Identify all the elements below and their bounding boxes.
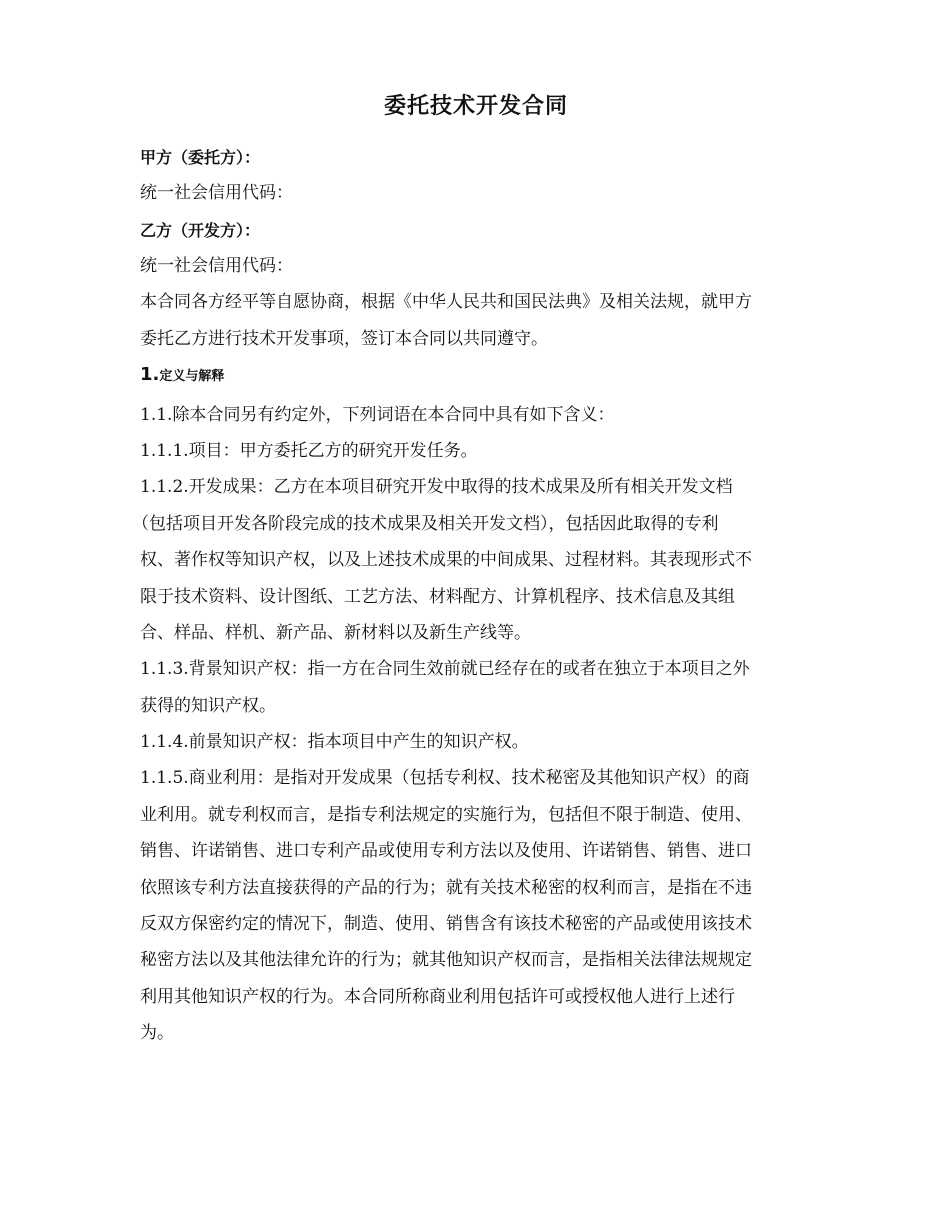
preamble-line-1: 本合同各方经平等自愿协商，根据《中华人民共和国民法典》及相关法规，就甲方 bbox=[140, 292, 752, 312]
clause-1-1-1: 1.1.1.项目：甲方委托乙方的研究开发任务。 bbox=[140, 441, 478, 461]
section-1-label: 定义与解释 bbox=[159, 369, 225, 384]
clause-1-1-2-line-3: 权、著作权等知识产权，以及上述技术成果的中间成果、过程材料。其表现形式不 bbox=[140, 550, 752, 570]
party-a-credit-code: 统一社会信用代码： bbox=[140, 183, 293, 203]
clause-1-1-5-line-7: 利用其他知识产权的行为。本合同所称商业利用包括许可或授权他人进行上述行 bbox=[140, 987, 735, 1007]
clause-1-1-2-line-2: （包括项目开发各阶段完成的技术成果及相关开发文档），包括因此取得的专利 bbox=[132, 514, 719, 534]
preamble-line-2: 委托乙方进行技术开发事项，签订本合同以共同遵守。 bbox=[140, 329, 548, 349]
clause-1-1-2-line-4: 限于技术资料、设计图纸、工艺方法、材料配方、计算机程序、技术信息及其组 bbox=[140, 587, 735, 607]
document-title: 委托技术开发合同 bbox=[383, 94, 568, 119]
clause-1-1-5-line-2: 业利用。就专利权而言，是指专利法规定的实施行为，包括但不限于制造、使用、 bbox=[140, 805, 752, 825]
section-1-heading bbox=[140, 356, 812, 395]
clause-1-1-5-line-6: 秘密方法以及其他法律允许的行为；就其他知识产权而言，是指相关法律法规规定 bbox=[140, 950, 752, 970]
clause-1-1-2-line-5: 合、样品、样机、新产品、新材料以及新生产线等。 bbox=[140, 623, 531, 643]
clause-1-1-3-line-1: 1.1.3.背景知识产权：指一方在合同生效前就已经存在的或者在独立于本项目之外 bbox=[140, 659, 750, 679]
party-b-credit-code: 统一社会信用代码： bbox=[140, 256, 293, 276]
clause-1-1-5-line-5: 反双方保密约定的情况下，制造、使用、销售含有该技术秘密的产品或使用该技术 bbox=[140, 914, 752, 934]
clause-1-1-2-line-1: 1.1.2.开发成果：乙方在本项目研究开发中取得的技术成果及所有相关开发文档 bbox=[140, 477, 733, 497]
clause-1-1-5-line-4: 依照该专利方法直接获得的产品的行为；就有关技术秘密的权利而言，是指在不违 bbox=[140, 878, 752, 898]
clause-1-1-5-line-8: 为。 bbox=[140, 1023, 174, 1043]
party-b-label: 乙方（开发方）： bbox=[140, 221, 261, 240]
clause-1-1-5-line-3: 销售、许诺销售、进口专利产品或使用专利方法以及使用、许诺销售、销售、进口 bbox=[140, 841, 752, 861]
party-a-label: 甲方（委托方）： bbox=[140, 148, 261, 167]
clause-1-1: 1.1.除本合同另有约定外，下列词语在本合同中具有如下含义： bbox=[140, 405, 615, 425]
clause-1-1-3-line-2: 获得的知识产权。 bbox=[140, 696, 276, 716]
clause-1-1-4: 1.1.4.前景知识产权：指本项目中产生的知识产权。 bbox=[140, 732, 529, 752]
section-1-number: 1. bbox=[140, 364, 160, 385]
clause-1-1-5-line-1: 1.1.5.商业利用：是指对开发成果（包括专利权、技术秘密及其他知识产权）的商 bbox=[140, 768, 750, 788]
